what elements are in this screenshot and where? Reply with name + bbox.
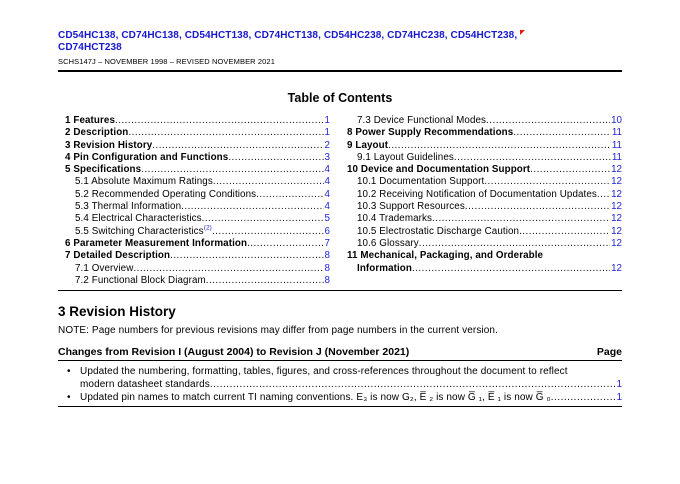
toc-page-number[interactable]: 12 — [611, 262, 622, 274]
toc-page-number[interactable]: 2 — [324, 139, 330, 151]
toc-page-number[interactable]: 12 — [611, 237, 622, 249]
document-id-line: SCHS147J – NOVEMBER 1998 – REVISED NOVEMBER 2021 — [58, 57, 275, 66]
header-rule — [58, 70, 622, 72]
dot-leader — [128, 127, 323, 139]
toc-entry[interactable]: 1 Features ..... 1 — [65, 115, 330, 127]
toc-entry[interactable]: 2 Description ..... 1 — [65, 127, 330, 139]
toc-entry[interactable]: 9.1 Layout Guidelines ..... 11 — [347, 152, 622, 164]
toc-page-number[interactable]: 4 — [324, 201, 330, 213]
bottom-rule — [58, 406, 622, 407]
table-of-contents — [58, 91, 622, 287]
bullet-icon: • — [67, 392, 71, 404]
toc-entry[interactable]: 7.1 Overview ..... 8 — [65, 263, 330, 275]
toc-entry[interactable]: 8 Power Supply Recommendations ..... 11 — [347, 127, 622, 139]
toc-entry[interactable]: 10.5 Electrostatic Discharge Caution ..... 12 — [347, 226, 622, 238]
toc-entry[interactable]: 6 Parameter Measurement Information ..... 7 — [65, 238, 330, 250]
toc-entry[interactable]: Information ..... 12 — [347, 263, 622, 275]
dot-leader — [486, 115, 610, 127]
dot-leader — [228, 152, 323, 164]
change-text-line1: Updated the numbering, formatting, tables, figures, and cross-references throughout the document to reflect — [80, 366, 568, 378]
toc-entry[interactable]: 4 Pin Configuration and Functions ..... 3 — [65, 152, 330, 164]
dot-leader — [412, 263, 610, 275]
dot-leader — [141, 164, 323, 176]
changes-list — [58, 365, 622, 404]
dot-leader — [202, 213, 324, 225]
toc-entry[interactable]: 5.1 Absolute Maximum Ratings ..... 4 — [65, 176, 330, 188]
dot-leader — [465, 201, 610, 213]
revision-history-section — [58, 304, 622, 407]
footnote-ref[interactable]: (2) — [203, 224, 212, 232]
dot-leader — [213, 176, 324, 188]
page-column-label: Page — [596, 346, 622, 359]
revision-note: NOTE: Page numbers for previous revisions may differ from page numbers in the current version. — [58, 325, 498, 337]
change-marker-icon — [520, 30, 525, 35]
dot-leader — [181, 201, 323, 213]
part-numbers-line2: CD74HCT238 — [58, 42, 122, 53]
toc-entry[interactable]: 7 Detailed Description ..... 8 — [65, 250, 330, 262]
toc-entry[interactable]: 5.2 Recommended Operating Conditions ..... 4 — [65, 189, 330, 201]
dot-leader — [513, 127, 611, 139]
toc-page-number[interactable]: 1 — [324, 115, 330, 126]
toc-entry[interactable]: 5.5 Switching Characteristics$^{(2)}$ ..... 6 — [65, 226, 330, 238]
dot-leader — [419, 238, 610, 250]
header — [58, 30, 622, 72]
toc-page-number[interactable]: 12 — [611, 176, 622, 188]
toc-page-number[interactable]: 8 — [324, 274, 330, 286]
changes-title: Changes from Revision I (August 2004) to Revision J (November 2021) — [58, 346, 410, 359]
section-divider-rule — [58, 290, 622, 291]
change-page-number[interactable]: 1 — [616, 379, 622, 391]
toc-entry[interactable]: 3 Revision History ..... 2 — [65, 140, 330, 152]
toc-page-number[interactable]: 10 — [611, 115, 622, 126]
toc-entry[interactable]: 10 Device and Documentation Support ..... 12 — [347, 164, 622, 176]
toc-entry[interactable]: 10.1 Documentation Support ..... 12 — [347, 176, 622, 188]
dot-leader — [133, 263, 323, 275]
dot-leader — [551, 391, 616, 404]
toc-columns — [58, 115, 622, 287]
toc-page-number[interactable]: 12 — [611, 201, 622, 213]
toc-page-number[interactable]: 12 — [611, 164, 622, 176]
toc-entry[interactable]: 7.3 Device Functional Modes ..... 10 — [347, 115, 622, 127]
change-page-number[interactable]: 1 — [616, 392, 622, 404]
toc-entry[interactable]: 10.4 Trademarks ..... 12 — [347, 213, 622, 225]
dot-leader — [519, 226, 610, 238]
dot-leader — [530, 164, 610, 176]
toc-page-number[interactable]: 4 — [324, 164, 330, 176]
toc-page-number[interactable]: 11 — [611, 139, 622, 151]
toc-right-column — [347, 115, 622, 287]
toc-page-number[interactable]: 12 — [611, 188, 622, 200]
change-item — [58, 391, 622, 404]
toc-page-number[interactable]: 6 — [324, 225, 330, 237]
dot-leader — [247, 238, 323, 250]
dot-leader — [432, 213, 610, 225]
dot-leader — [115, 115, 324, 127]
toc-entry[interactable]: 10.2 Receiving Notification of Documentation Updates ..... 12 — [347, 189, 622, 201]
toc-page-number[interactable]: 7 — [324, 237, 330, 249]
toc-page-number[interactable]: 5 — [324, 213, 330, 225]
toc-entry[interactable]: 5 Specifications ..... 4 — [65, 164, 330, 176]
dot-leader — [454, 152, 611, 164]
toc-page-number[interactable]: 4 — [324, 188, 330, 200]
dot-leader — [388, 140, 611, 152]
toc-entry[interactable]: 10.6 Glossary ..... 12 — [347, 238, 622, 250]
part-numbers-line1: CD54HC138, CD74HC138, CD54HCT138, CD74HCT138, CD54HC238, CD74HC238, CD54HCT238, — [58, 30, 518, 41]
dot-leader — [212, 226, 324, 238]
dot-leader — [152, 140, 323, 152]
dot-leader — [210, 378, 616, 391]
toc-entry[interactable]: 5.4 Electrical Characteristics ..... 5 — [65, 213, 330, 225]
toc-page-number[interactable]: 12 — [611, 213, 622, 225]
toc-page-number[interactable]: 4 — [324, 176, 330, 188]
change-text-line2: modern datasheet standards — [80, 379, 210, 391]
toc-page-number[interactable]: 8 — [324, 262, 330, 274]
toc-left-column — [65, 115, 330, 287]
toc-page-number[interactable]: 11 — [611, 151, 622, 163]
toc-entry[interactable]: 7.2 Functional Block Diagram ..... 8 — [65, 275, 330, 287]
toc-page-number[interactable]: 8 — [324, 250, 330, 262]
part-numbers — [58, 30, 622, 54]
dot-leader — [170, 250, 323, 262]
dot-leader — [206, 275, 324, 287]
toc-entry[interactable]: 11 Mechanical, Packaging, and Orderable — [347, 250, 544, 262]
toc-title: Table of Contents — [287, 91, 393, 105]
section-heading: 3 Revision History — [58, 304, 176, 320]
bullet-icon: • — [67, 366, 71, 378]
toc-page-number[interactable]: 3 — [324, 151, 330, 163]
toc-entry[interactable]: 5.3 Thermal Information ..... 4 — [65, 201, 330, 213]
change-text-line1: Updated pin names to match current TI naming conventions. E₃ is now G₂, E̅ ₂ is now G̅ ₁, E̅ ₁ is now G̅ ₀ — [80, 392, 551, 404]
toc-page-number[interactable]: 1 — [324, 127, 330, 139]
dot-leader — [484, 176, 610, 188]
changes-table-header — [58, 346, 622, 361]
toc-entry[interactable]: 10.3 Support Resources ..... 12 — [347, 201, 622, 213]
toc-entry[interactable]: 9 Layout ..... 11 — [347, 140, 622, 152]
dot-leader — [256, 189, 323, 201]
change-item — [58, 365, 622, 391]
dot-leader — [597, 189, 610, 201]
toc-page-number[interactable]: 12 — [611, 225, 622, 237]
toc-page-number[interactable]: 11 — [611, 127, 622, 139]
